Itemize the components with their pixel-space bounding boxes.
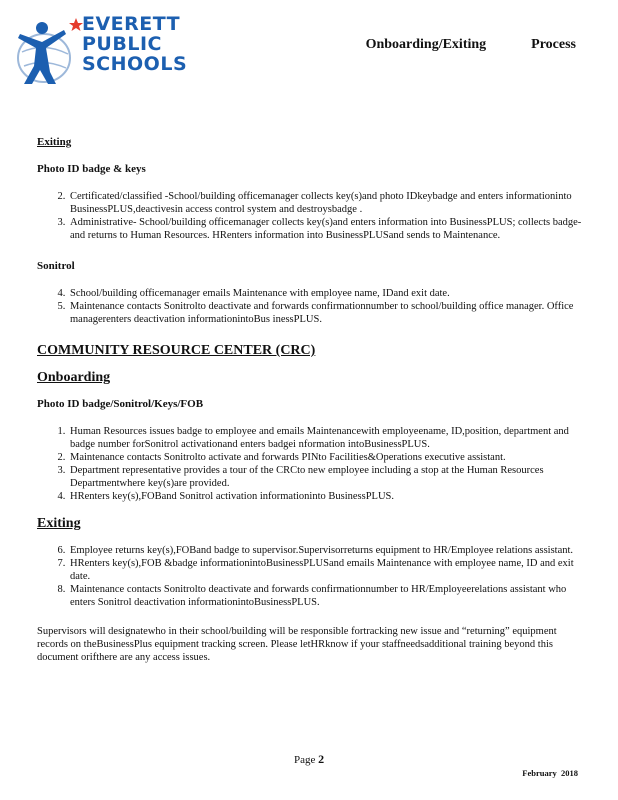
crc-heading: COMMUNITY RESOURCE CENTER (CRC) xyxy=(37,343,316,358)
list-item: 7. HRenters key(s),FOB &badge informationintoBusinessPLUSand emails Maintenance with employee name, ID and exit date. xyxy=(68,557,587,583)
footer-date: February 2018 xyxy=(522,768,578,778)
photo-id-heading: Photo ID badge & keys xyxy=(37,163,146,175)
page-label: Page xyxy=(294,754,316,766)
onboarding-list xyxy=(37,425,587,503)
logo-wordmark xyxy=(82,14,187,74)
logo-line-1: EVERETT xyxy=(82,13,181,35)
page-number xyxy=(294,752,324,767)
document-title: Onboarding/Exiting Process xyxy=(365,37,576,52)
document-body xyxy=(37,136,587,675)
sonitrol-list xyxy=(37,287,587,326)
crc-exiting-heading: Exiting xyxy=(37,516,81,531)
list-item: 5. Maintenance contacts Sonitrolto deactivate and forwards confirmationnumber to school/building office manager. Office managerenters deactivation informationintoBus inessPLUS. xyxy=(68,300,587,326)
list-item: 2. Certificated/classified -School/building officemanager collects key(s)and photo IDkeybadge and enters informationinto BusinessPLUS,deactivesin access control system and destroysbadge . xyxy=(68,190,587,216)
onboarding-heading: Onboarding xyxy=(37,370,111,385)
list-item: 3. Administrative- School/building officemanager collects key(s)and enters information into BusinessPLUS; collects badge- and returns to Human Resources. HRenters information into BusinessPLUSand sends to Maintenance. xyxy=(68,216,587,242)
logo-line-2: PUBLIC xyxy=(82,33,162,55)
list-item: 1. Human Resources issues badge to employee and emails Maintenancewith employeename, ID,position, department and badge number forSonitrol activationand enters badgei nformation intoBusinessPLUS. xyxy=(68,425,587,451)
crc-exiting-list xyxy=(37,544,587,609)
page-number-value: 2 xyxy=(318,752,325,766)
logo-line-3: SCHOOLS xyxy=(82,53,188,75)
list-item: 3. Department representative provides a tour of the CRCto new employee including a stop at the Human Resources Departmentwhere key(s)are provided. xyxy=(68,464,587,490)
logo-figure-icon xyxy=(12,12,84,88)
photo-id-list xyxy=(37,190,587,242)
list-item: 4. HRenters key(s),FOBand Sonitrol activation informationinto BusinessPLUS. xyxy=(68,490,587,503)
list-item: 2. Maintenance contacts Sonitrolto activate and forwards PINto Facilities&Operations executive assistant. xyxy=(68,451,587,464)
closing-paragraph: Supervisors will designatewho in their school/building will be responsible fortracking new issue and “returning” equipment records on theBusinessPlus equipment tracking screen. Please letHRknow if your staffneedsadditional training beyond this document orifthere are any access issues. xyxy=(37,626,557,663)
crc-photo-heading: Photo ID badge/Sonitrol/Keys/FOB xyxy=(37,398,204,410)
list-item: 6. Employee returns key(s),FOBand badge to supervisor.Supervisorreturns equipment to HR/Employee relations assistant. xyxy=(68,544,587,557)
exiting-heading: Exiting xyxy=(37,136,72,148)
list-item: 8. Maintenance contacts Sonitrolto deactivate and forwards confirmationnumber to HR/Employeerelations assistant who enters Sonitrol deactivation informationintoBusinessPLUS. xyxy=(68,583,587,609)
sonitrol-heading: Sonitrol xyxy=(37,260,75,272)
district-logo xyxy=(12,10,202,88)
list-item: 4. School/building officemanager emails Maintenance with employee name, IDand exit date. xyxy=(68,287,587,300)
